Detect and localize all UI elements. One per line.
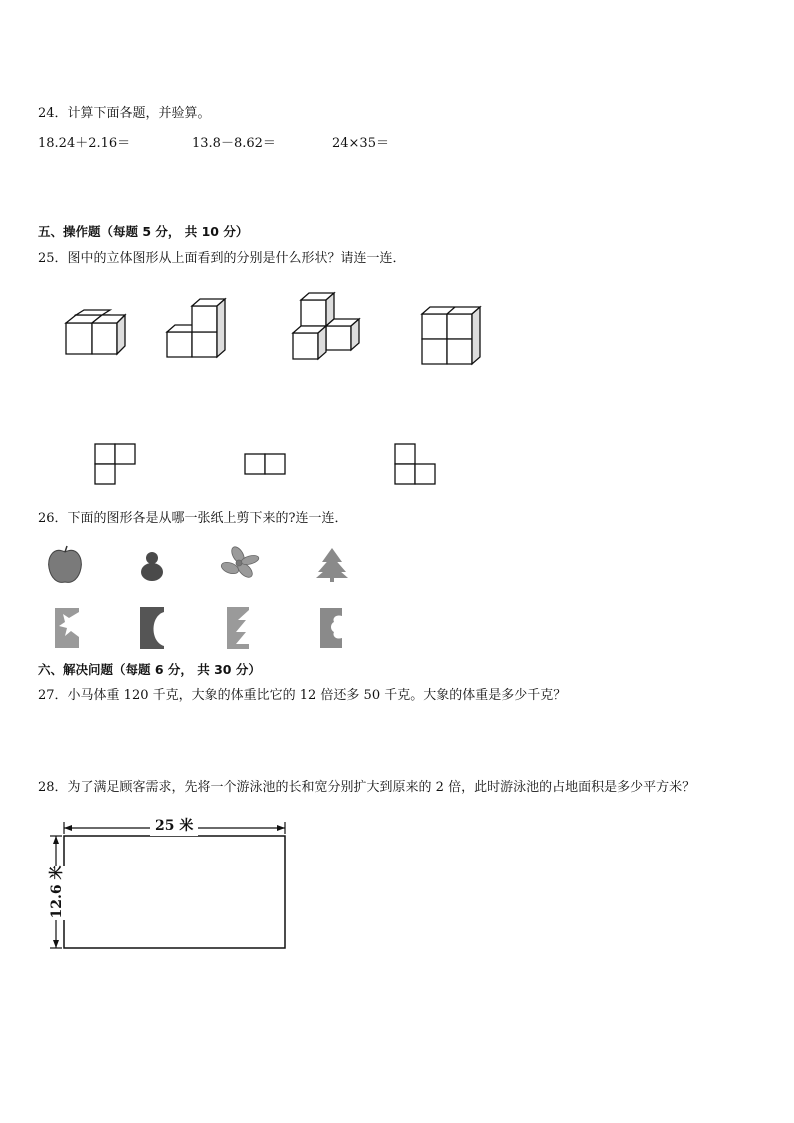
pool-width-label: 12.6 米 <box>49 865 65 919</box>
q24-stem: 24．计算下面各题，并验算。 <box>38 106 211 121</box>
q26-stem: 26．下面的图形各是从哪一张纸上剪下来的?连一连． <box>38 511 348 526</box>
pool-length-label: 25 米 <box>155 818 194 834</box>
q24-expression-2: 13.8－8.62＝ <box>192 136 276 151</box>
q24-expression-1: 18.24＋2.16＝ <box>38 136 131 151</box>
q25-stem: 25．图中的立体图形从上面看到的分别是什么形状？请连一连． <box>38 251 406 266</box>
q24-expression-3: 24×35＝ <box>332 136 389 151</box>
q28-stem: 28．为了满足顾客需求，先将一个游泳池的长和宽分别扩大到原来的 2 倍，此时游泳池的占地面积是多少平方米？ <box>38 780 696 795</box>
section-6-heading: 六、解决问题（每题 6 分， 共 30 分） <box>38 662 261 677</box>
section-5-heading: 五、操作题（每题 5 分， 共 10 分） <box>38 224 249 239</box>
q27-stem: 27．小马体重 120 千克，大象的体重比它的 12 倍还多 50 千克。大象的体重是多少千克？ <box>38 688 567 703</box>
pool-rectangle <box>64 836 285 948</box>
